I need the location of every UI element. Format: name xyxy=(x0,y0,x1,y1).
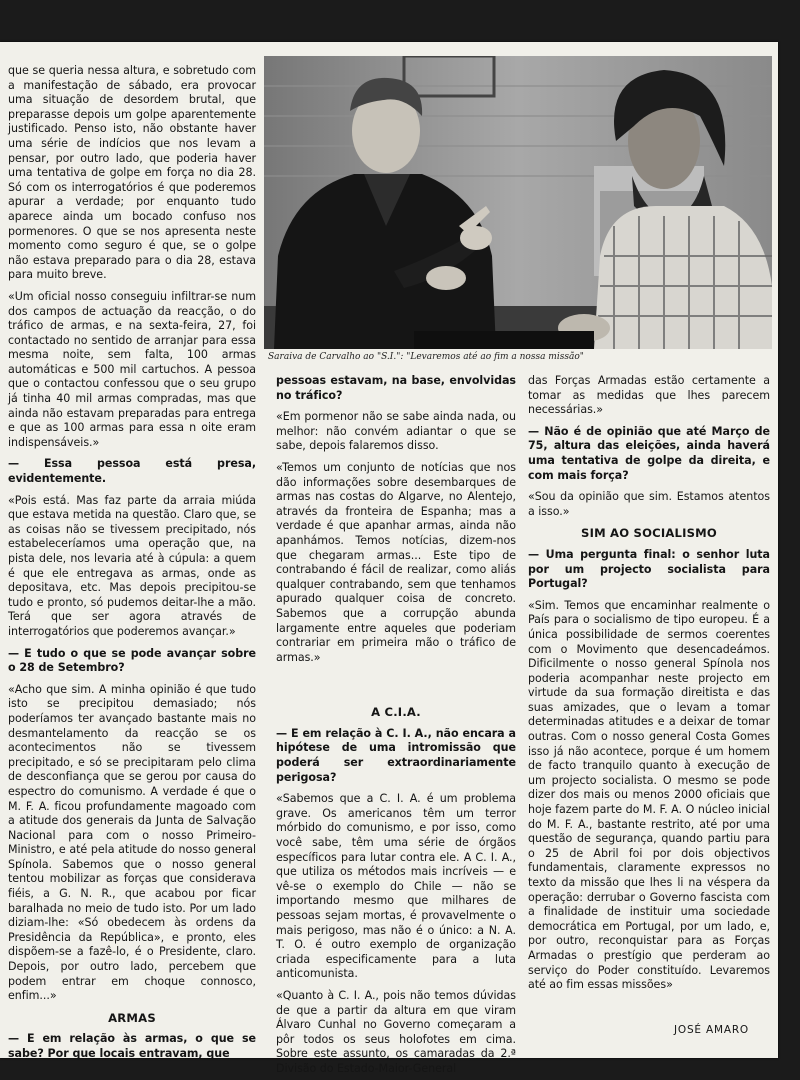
text-column-right xyxy=(528,374,770,993)
photo-caption: Saraiva de Carvalho ao "S.I.": "Levaremos até ao fim a nossa missão" xyxy=(268,352,584,362)
answer-cia: «Sabemos que a C. I. A. é um problema grave. Os americanos têm um terror mórbido do comunismo, e por isso, como você sabe, têm uma série de órgãos específicos para lutar contra ele. A C. I. A., que utiliza os métodos mais incríveis — e vê-se o exemplo do Chile — não se importando mesmo que milhares de pessoas sejam mortas, é provavelmente o mais perigoso, mas não é o único: a N. A. T. O. é outro exemplo de organização criada especificamente para a luta anticomunista. xyxy=(276,792,516,981)
question-arrest: — Essa pessoa está presa, evidentemente. xyxy=(8,457,256,486)
paragraph-infiltration: «Um oficial nosso conseguiu infiltrar-se num dos campos de actuação da reacção, o do tráfico de armas, e na sexta-feira, 27, foi contactado no sentido de arranjar para essa mesma noite, sem falta, 100 armas automáticas e 500 mil cartuchos. A pessoa que o contactou confessou que o seu grupo já tinha 40 mil armas compradas, mas que ainda não estavam preparadas para entrega e que as 100 armas para essa n oite eram indispensáveis.» xyxy=(8,289,256,449)
answer-arms-detail: «Em pormenor não se sabe ainda nada, ou melhor: não convém adiantar o que se sabe, depois falaremos disso. xyxy=(276,410,516,453)
answer-28-september: «Acho que sim. A minha opinião é que tudo isto se precipitou demasiado; nós poderíamos ter avançado bastante mais no desmantelamento da reacção se os acontecimentos não se tivessem precipitado, e só se precipitaram pelo clima de desconfiança que se gerou por causa do espectro do comunismo. A verdade é que o M. F. A. ficou profundamente magoado com a atitude dos generais da Junta de Salvação Nacional para com o nosso Primeiro-Ministro, e até pela atitude do nosso general Spínola. Sabemos que o nosso general tentou mobilizar as forças que considerava fiéis, a G. N. R., que acabou por ficar baralhada no meio de tudo isto. Por um lado diziam-lhe: «Só obedecem às ordens da Presidência da República», e pronto, eles dispõem-se a fazê-lo, é o Presidente, claro. Depois, por outro lado, percebem que podem entrar em choque connosco, enfim...» xyxy=(8,682,256,1003)
question-arms-continued: pessoas estavam, na base, envolvidas no tráfico? xyxy=(276,374,516,402)
question-march-75: — Não é de opinião que até Março de 75, altura das eleições, ainda haverá uma tentativa de golpe da direita, e com mais força? xyxy=(528,424,770,482)
text-column-middle xyxy=(276,374,516,1077)
answer-march-75: «Sou da opinião que sim. Estamos atentos a isso.» xyxy=(528,490,770,518)
magazine-page xyxy=(0,42,778,1075)
paragraph-intro: que se queria nessa altura, e sobretudo com a manifestação de sábado, era provocar uma situação de desordem brutal, que preparasse depois um golpe aparentemente justificado. Penso isto, não obstante haver uma série de indícios que nos levam a pensar, por outro lado, que poderia haver uma tentativa de golpe em força no dia 28. Só com os interrogatórios é que poderemos apurar a verdade; por enquanto tudo aparece ainda um bocado confuso nos pormenores. O que se nos apresenta neste momento como seguro é que, se o golpe não estava preparado para o dia 28, estava para muito breve. xyxy=(8,64,256,282)
section-heading-cia: A C.I.A. xyxy=(371,705,421,720)
author-signature: JOSÉ AMARO xyxy=(674,1024,749,1036)
section-heading-socialismo: SIM AO SOCIALISMO xyxy=(581,526,717,541)
answer-cia-continued: «Quanto à C. I. A., pois não temos dúvidas de que a partir da altura em que viram Álvaro Cunhal no Governo começaram a pôr todos os seus holofotes em cima. Sobre este assunto, os camaradas da 2.ª Divisão do Estado-Maior-General xyxy=(276,988,516,1075)
question-cia: — E em relação à C. I. A., não encara a hipótese de uma intromissão que poderá ser extraordinariamente perigosa? xyxy=(276,726,516,784)
answer-arms-contraband: «Temos um conjunto de notícias que nos dão informações sobre desembarques de armas nas costas do Algarve, no Alentejo, através da fronteira de Espanha; mas a verdade é que apanhar armas, ainda não apanhámos. Temos notícias, dizem-nos que chegaram armas... Este tipo de contrabando é fácil de realizar, como aliás qualquer contrabando, sem que tenhamos apurado qualquer coisa de concreto. Sabemos que a corrupção abunda largamente entre aqueles que poderiam contrariar em primeira mão o tráfico de armas.» xyxy=(276,460,516,664)
interview-photo xyxy=(264,56,772,349)
section-heading-armas: ARMAS xyxy=(108,1010,156,1025)
text-column-left xyxy=(8,64,256,1062)
answer-arrest: «Pois está. Mas faz parte da arraia miúda que estava metida na questão. Claro que, se as coisas não se tivessem precipitado, nós estabeleceríamos uma operação que, na pista dele, nos levaria até à cúpula: a quem é que ele entregava as armas, onde as depositava, etc. Mas depois precipitou-se tudo e pronto, só pudemos deitar-lhe a mão. Terá que ser agora através de interrogatórios que poderemos avançar.» xyxy=(8,493,256,638)
answer-socialism: «Sim. Temos que encaminhar realmente o País para o socialismo de tipo europeu. É a única possibilidade de sermos coerentes com o Movimento que desencadeámos. Dificilmente o nosso general Spínola nos poderia acompanhar neste projecto em virtude da sua formação direitista e das suas amizades, que o levam a tomar determinadas atitudes e a deixar de tomar outras. Com o nosso general Costa Gomes isso já não acontece, porque é um homem de facto tranquilo quanto à execução de um projecto socialista. O mesmo se pode dizer dos mais ou menos 2000 oficiais que hoje fazem parte do M. F. A. O núcleo inicial do M. F. A., bastante restrito, até por uma questão de segurança, quando partiu para o 25 de Abril foi por dois objectivos fundamentais, claramente expressos no texto da missão que lhes li na véspera da operação: derrubar o Governo fascista com a finalidade de instituir uma sociedade democrática em Portugal, por um lado, e, por outro, reconquistar para as Forças Armadas o prestígio que perderam ao serviço do Poder constituído. Levaremos até ao fim essas missões» xyxy=(528,598,770,992)
question-28-september: — E tudo o que se pode avançar sobre o 28 de Setembro? xyxy=(8,646,256,675)
answer-cia-end: das Forças Armadas estão certamente a tomar as medidas que lhes parecem necessárias.» xyxy=(528,374,770,417)
question-socialism: — Uma pergunta final: o senhor luta por um projecto socialista para Portugal? xyxy=(528,547,770,591)
question-arms: — E em relação às armas, o que se sabe? Por que locais entravam, que xyxy=(8,1032,256,1060)
